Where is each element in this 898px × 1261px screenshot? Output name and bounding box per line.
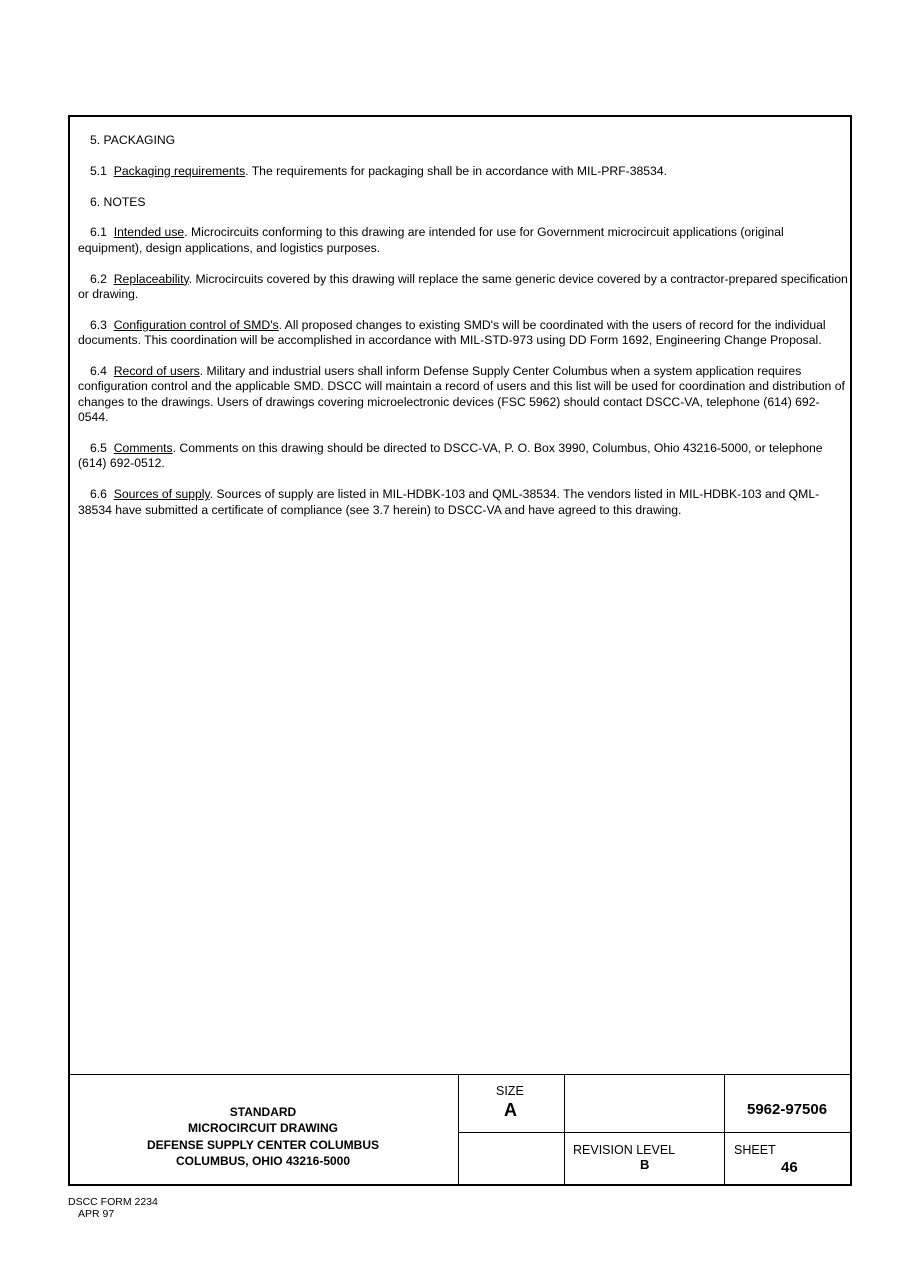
- title-block: [68, 1074, 852, 1186]
- agency-line-address: COLUMBUS, OHIO 43216-5000: [175, 1153, 351, 1168]
- paragraph-title: Replaceability: [113, 271, 189, 286]
- paragraph-number: 6.3: [90, 317, 107, 332]
- agency-line-standard: STANDARD: [229, 1105, 297, 1119]
- section-6-heading: 6. NOTES: [90, 194, 146, 209]
- agency-block: [68, 1104, 458, 1169]
- document-number: 5962-97506: [747, 1101, 828, 1118]
- sheet-label: SHEET: [734, 1143, 776, 1157]
- paragraph-text: . Military and industrial users shall inform Defense Supply Center Columbus when a system application requires configuration control and the applicable SMD. DSCC will maintain a record of users and this list will be used for coordination and distribution of changes to the drawings. Users of drawings covering microelectronic devices (FSC 5962) should contact DSCC-VA, telephone (614) 692-0544.: [78, 364, 845, 425]
- form-number: DSCC FORM 2234: [68, 1196, 158, 1208]
- paragraph-5-1: [78, 164, 848, 179]
- paragraph-number: 6.1: [90, 225, 107, 240]
- paragraph-6-5: [78, 441, 848, 472]
- revision-value: B: [640, 1157, 650, 1172]
- paragraph-6-4: [78, 364, 848, 426]
- divider: [458, 1132, 852, 1133]
- section-5-heading: 5. PACKAGING: [90, 133, 176, 147]
- paragraph-title: Intended use: [113, 225, 185, 240]
- divider: [564, 1075, 565, 1186]
- paragraph-number: 6.4: [90, 364, 107, 378]
- agency-line-drawing: MICROCIRCUIT DRAWING: [188, 1121, 338, 1136]
- paragraph-6-1: [78, 225, 848, 256]
- paragraph-text: . Microcircuits covered by this drawing will replace the same generic device covered by a contractor-prepared specification or drawing.: [78, 271, 848, 301]
- size-label: SIZE: [496, 1084, 524, 1098]
- paragraph-title: Packaging requirements: [113, 163, 246, 178]
- sheet-number: 46: [781, 1159, 798, 1176]
- paragraph-title: Configuration control of SMD's: [113, 317, 279, 332]
- paragraph-text: . All proposed changes to existing SMD's will be coordinated with the users of record for the individual documents. This coordination will be accomplished in accordance with MIL-STD-973 using DD Form 1692, Engineering Change Proposal.: [78, 317, 826, 348]
- paragraph-title: Comments: [113, 441, 173, 456]
- agency-line-center: DEFENSE SUPPLY CENTER COLUMBUS: [146, 1137, 380, 1152]
- divider: [458, 1075, 459, 1186]
- paragraph-number: 5.1: [90, 163, 107, 178]
- revision-label: REVISION LEVEL: [573, 1143, 676, 1157]
- divider: [724, 1075, 725, 1186]
- size-value: A: [504, 1100, 517, 1120]
- paragraph-text: . Microcircuits conforming to this drawing are intended for use for Government microcircuit applications (original equipment), design applications, and logistics purposes.: [78, 225, 784, 255]
- document-body: [78, 133, 848, 533]
- paragraph-6-2: [78, 272, 848, 303]
- form-date: APR 97: [78, 1208, 115, 1220]
- paragraph-title: Sources of supply: [113, 487, 210, 502]
- paragraph-number: 6.6: [90, 487, 107, 502]
- paragraph-number: 6.5: [90, 441, 107, 456]
- paragraph-text: . The requirements for packaging shall be in accordance with MIL-PRF-38534.: [245, 163, 667, 178]
- paragraph-number: 6.2: [90, 271, 107, 286]
- paragraph-6-6: [78, 487, 848, 518]
- paragraph-6-3: [78, 318, 848, 349]
- form-footer: [68, 1196, 158, 1220]
- paragraph-text: . Sources of supply are listed in MIL-HDBK-103 and QML-38534. The vendors listed in MIL-HDBK-103 and QML-38534 have submitted a certificate of compliance (see 3.7 herein) to DSCC-VA and have agreed to this drawing.: [78, 487, 820, 517]
- paragraph-text: . Comments on this drawing should be directed to DSCC-VA, P. O. Box 3990, Columbus, Ohio 43216-5000, or telephone (614) 692-0512.: [78, 441, 823, 471]
- paragraph-title: Record of users: [113, 364, 200, 378]
